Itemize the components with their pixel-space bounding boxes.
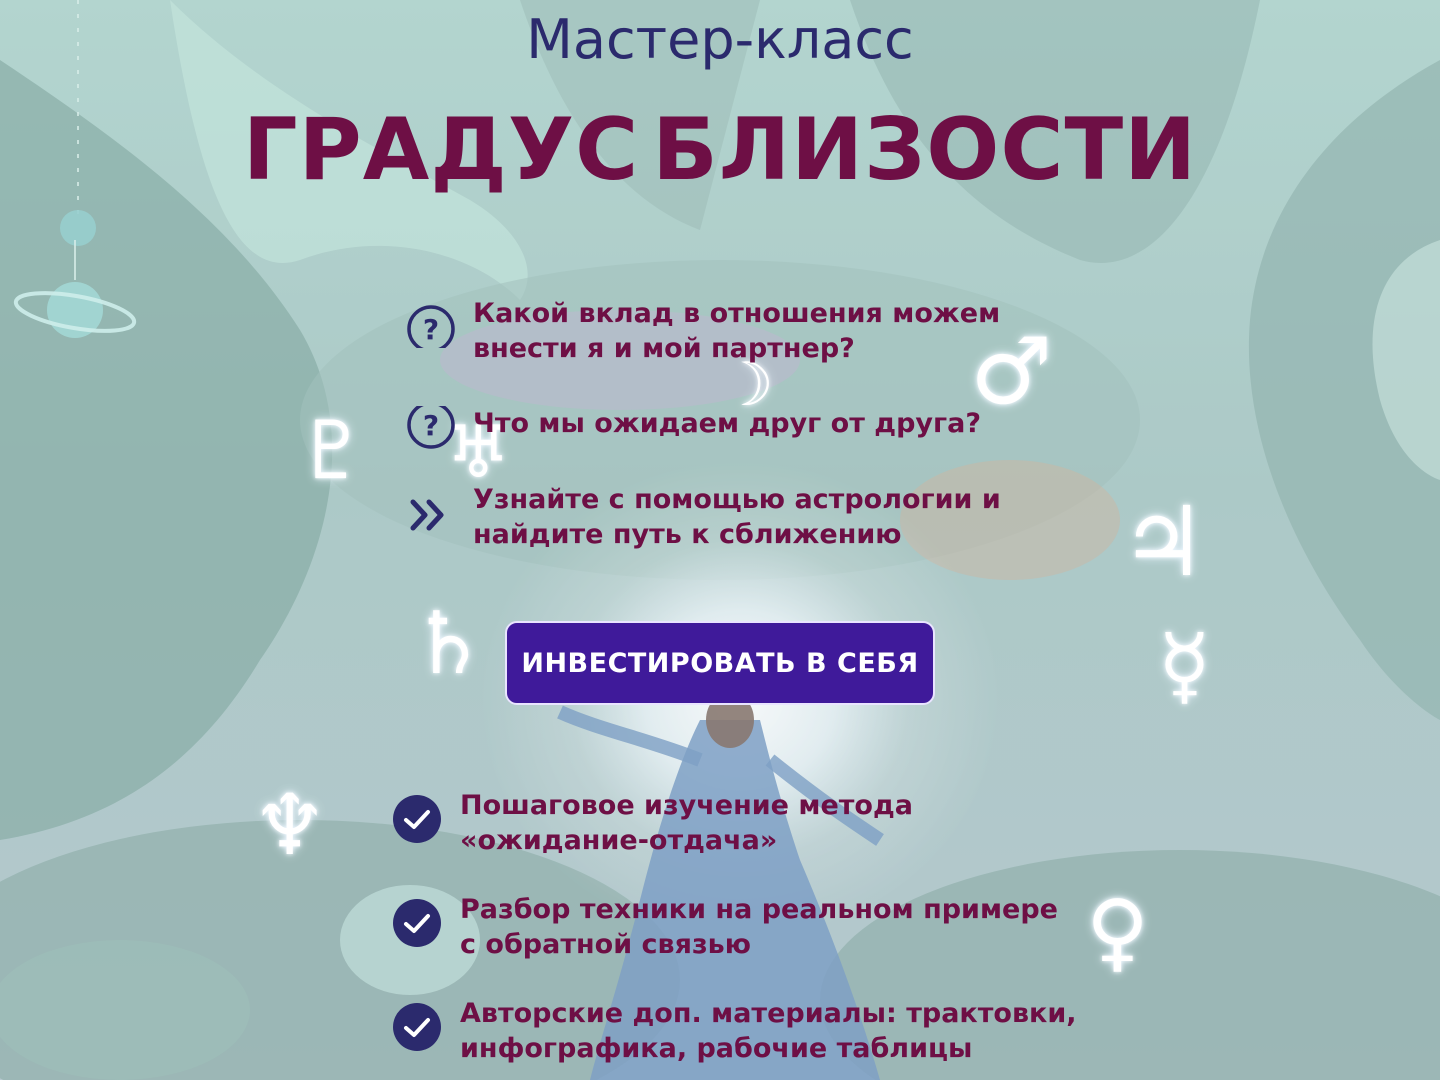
pluto-symbol-icon: ♇ xyxy=(296,404,368,497)
question-circle-icon xyxy=(405,406,457,458)
benefit-line: Пошаговое изучение метода xyxy=(460,790,913,821)
question-item xyxy=(405,482,1001,552)
mercury-symbol-icon: ☿ xyxy=(1158,616,1211,716)
check-circle-icon xyxy=(392,794,442,844)
benefit-line: Разбор техники на реальном примере xyxy=(460,894,1058,925)
question-text xyxy=(473,296,1000,366)
venus-symbol-icon: ♀ xyxy=(1086,882,1149,982)
benefit-line: Авторские доп. материалы: трактовки, xyxy=(460,998,1077,1029)
page-subtitle: Мастер-класс xyxy=(526,8,914,71)
saturn-symbol-icon: ♄ xyxy=(410,594,488,694)
question-line: найдите путь к сближению xyxy=(473,519,902,550)
benefit-line: инфографика, рабочие таблицы xyxy=(460,1033,973,1064)
svg-text:?: ? xyxy=(422,313,440,346)
question-item xyxy=(405,296,1000,366)
check-circle-icon xyxy=(392,898,442,948)
benefit-text xyxy=(460,996,1077,1066)
uranus-symbol-icon: ♅ xyxy=(446,410,511,494)
jupiter-symbol-icon: ♃ xyxy=(1120,486,1207,598)
question-item xyxy=(405,406,981,458)
question-line: Что мы ожидаем друг от друга? xyxy=(473,408,982,439)
benefit-item xyxy=(392,996,1077,1066)
moon-symbol-icon: ☽ xyxy=(720,350,774,420)
double-chevron-right-icon xyxy=(405,482,457,534)
question-line: Узнайте с помощью астрологии и xyxy=(473,484,1001,515)
question-line: Какой вклад в отношения можем xyxy=(473,298,1001,329)
benefit-item xyxy=(392,788,913,858)
question-text xyxy=(473,482,1001,552)
page-title: ГРАДУС БЛИЗОСТИ xyxy=(242,100,1198,200)
benefit-text xyxy=(460,788,913,858)
question-circle-icon xyxy=(405,296,457,348)
benefit-line: с обратной связью xyxy=(460,929,751,960)
question-line: внести я и мой партнер? xyxy=(473,333,855,364)
benefit-text xyxy=(460,892,1058,962)
benefit-item xyxy=(392,892,1058,962)
mars-symbol-icon: ♂ xyxy=(970,318,1053,425)
benefit-line: «ожидание-отдача» xyxy=(460,825,778,856)
check-circle-icon xyxy=(392,1002,442,1052)
neptune-symbol-icon: ♆ xyxy=(252,776,328,874)
invest-button[interactable]: ИНВЕСТИРОВАТЬ В СЕБЯ xyxy=(505,621,935,705)
svg-text:?: ? xyxy=(422,409,440,442)
question-text xyxy=(473,406,981,441)
